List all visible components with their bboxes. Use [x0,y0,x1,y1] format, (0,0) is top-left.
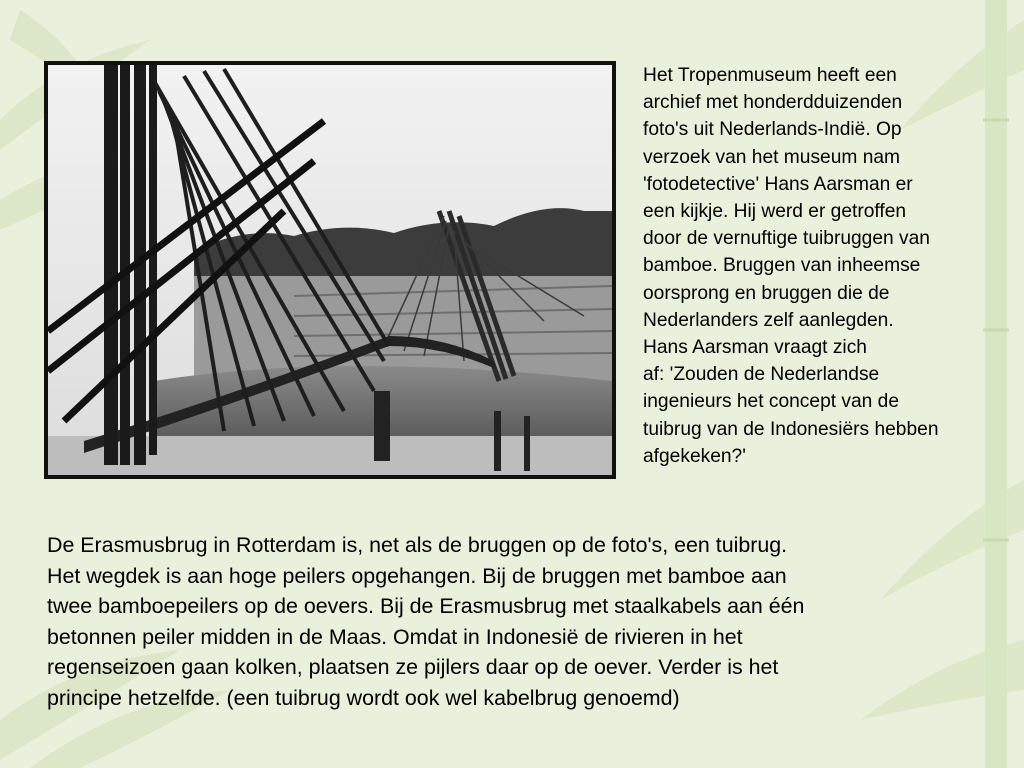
bamboo-bridge-photo [44,61,616,479]
body-paragraph: De Erasmusbrug in Rotterdam is, net als de bruggen op de foto's, een tuibrug. Het wegdek is aan hoge peilers opgehangen. Bij de bruggen met bamboe aan twee bamboepeilers op de oevers. Bij de Erasmusbrug met staalkabels aan één betonnen peiler midden in de Maas. Omdat in Indonesië de rivieren in het regenseizoen gaan kolken, plaatsen ze pijlers daar op de oever. Verder is het principe hetzelfde. (een tuibrug wordt ook wel kabelbrug genoemd) [47,533,805,710]
intro-paragraph: Het Tropenmuseum heeft een archief met honderdduizenden foto's uit Nederlands-Indië. Op verzoek van het museum nam 'fotodetective' Hans Aarsman er een kijkje. Hij werd er getroffen door de vernuftige tuibruggen van bamboe. Bruggen van inheemse oorsprong en bruggen die de Nederlanders zelf aanlegden. Hans Aarsman vraagt zich af: 'Zouden de Nederlandse ingenieurs het concept van de tuibrug van de Indonesiërs hebben afgekeken?' [643,65,939,467]
